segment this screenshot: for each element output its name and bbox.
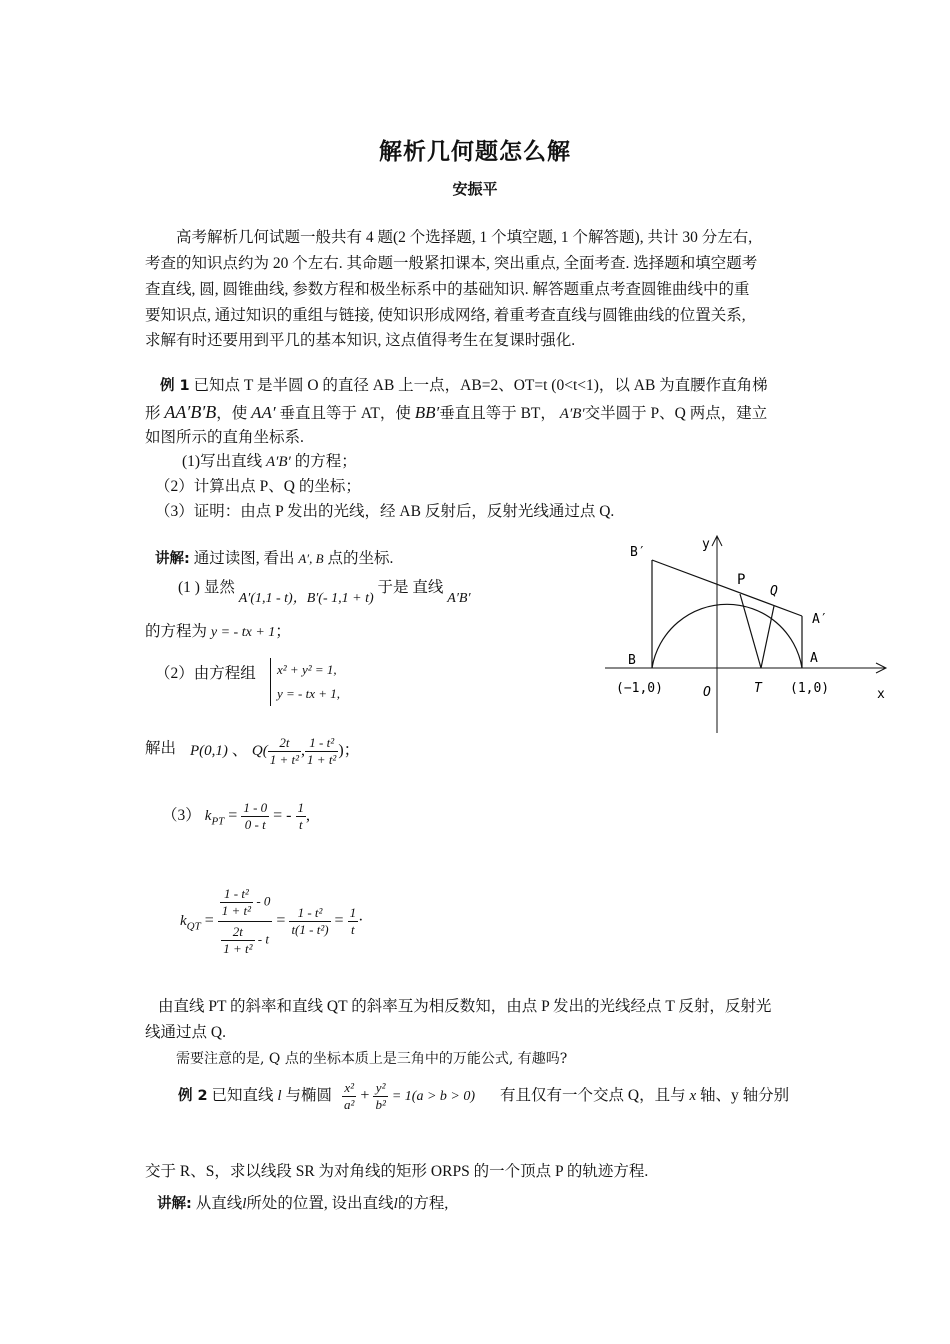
intro-line-2: 考查的知识点约为 20 个左右. 其命题一般紧扣课本, 突出重点, 全面考查. 选择题和填空题考 bbox=[145, 255, 758, 272]
label-Q: Q bbox=[770, 584, 778, 599]
intro-line-5: 求解有时还要用到平几的基本知识, 这点值得考生在复课时强化. bbox=[145, 332, 576, 349]
example-1-label: 例 1 bbox=[160, 378, 190, 394]
label-A-prime: A′ bbox=[812, 612, 828, 627]
label-B-prime: B′ bbox=[630, 545, 646, 560]
example-1-line-2: 形 AA′B′B，使 AA′ 垂直且等于 AT，使 BB′垂直且等于 BT， A′B′交半圆于 P、Q 两点，建立 bbox=[145, 402, 768, 422]
example-1-line-3: 如图所示的直角坐标系. bbox=[145, 429, 304, 446]
label-A: A bbox=[810, 651, 818, 666]
author: 安振平 bbox=[452, 180, 498, 198]
solution-1-points: P(0,1) 、 Q( $\frac{2t}{\text{1 + t²}}$ , $\frac{\text{1 - t²}}{\text{1 + t²}}$ )； bbox=[190, 735, 360, 767]
label-O: O bbox=[703, 685, 711, 700]
example-1-question-1: (1)写出直线 A′B′ 的方程； bbox=[182, 453, 357, 470]
example-1-question-2: （2）计算出点 P、Q 的坐标； bbox=[155, 478, 361, 495]
segment-PT bbox=[740, 594, 761, 668]
label-B: B bbox=[628, 653, 636, 668]
label-B-coord: (−1,0) bbox=[616, 681, 663, 696]
slope-pt: （3） $k_{PT}$ = $\frac{1 - 0}{0 - t}$ = - $\frac{1}{t}$ , bbox=[162, 800, 311, 832]
label-x: x bbox=[877, 687, 885, 702]
example-2-line-1: 例 2 已知直线 l 与椭圆 bbox=[178, 1087, 332, 1104]
solution-1-note: 需要注意的是, Q 点的坐标本质上是三角中的万能公式, 有趣吗? bbox=[176, 1051, 568, 1067]
solution-1-intro: 讲解: 通过读图, 看出 A′, B 点的坐标. bbox=[155, 550, 394, 567]
example-2-line-2: 交于 R、S，求以线段 SR 为对角线的矩形 ORPS 的一个顶点 P 的轨迹方程. bbox=[145, 1163, 649, 1180]
example-1-line-1: 例 1 已知点 T 是半圆 O 的直径 AB 上一点，AB=2、OT=t (0<t<1)，以 AB 为直腰作直角梯 bbox=[160, 377, 768, 394]
ellipse-equation: $\frac{\text{x²}}{\text{a²}}$ + $\frac{\text{y²}}{\text{b²}}$ = 1(a > b > 0) bbox=[344, 1080, 476, 1112]
intro-line-4: 要知识点, 通过知识的重组与链接, 使知识形成网络, 着重考查直线与圆锥曲线的位置关系, bbox=[145, 307, 746, 324]
example-2-label: 例 2 bbox=[178, 1088, 208, 1104]
label-y: y bbox=[702, 537, 710, 552]
geometry-figure bbox=[600, 528, 900, 738]
label-A-coord: (1,0) bbox=[790, 681, 830, 696]
solution-1-part-1: (1 ) 显然 A′(1,1 - t)，B′(- 1,1 + t) 于是 直线 A′B′ bbox=[178, 579, 471, 606]
example-1-question-3: （3）证明：由点 P 发出的光线，经 AB 反射后，反射光线通过点 Q. bbox=[155, 503, 615, 520]
solution-1-label: 讲解: bbox=[155, 551, 190, 567]
solution-2-intro: 讲解: 从直线l所处的位置, 设出直线l的方程, bbox=[157, 1195, 449, 1212]
label-T: T bbox=[754, 681, 762, 696]
example-2-line-1-tail: 有且仅有一个交点 Q，且与 x 轴、y 轴分别 bbox=[500, 1087, 790, 1104]
intro-line-3: 查直线, 圆, 圆锥曲线, 参数方程和极坐标系中的基础知识. 解答题重点考查圆锥曲线中的重 bbox=[145, 281, 750, 298]
solution-2-label: 讲解: bbox=[157, 1196, 192, 1212]
equation-system: x² + y² = 1, y = - tx + 1, bbox=[270, 658, 340, 706]
segment-A-prime-B-prime bbox=[652, 560, 802, 616]
solution-1-conclusion-1: 由直线 PT 的斜率和直线 QT 的斜率互为相反数知，由点 P 发出的光线经点 T 反射，反射光 bbox=[158, 998, 772, 1015]
label-P: P bbox=[737, 572, 746, 588]
solution-1-line-equation: 的方程为 y = - tx + 1； bbox=[145, 623, 291, 640]
slope-qt: $k_{QT}$ = $\frac{\text{1 - t²}}{\text{1 + t²}}$ - 0 $\frac{2t}{\text{1 + t²}}$ - t = $\frac{\text{1 - t²}}{\text{t(1 - t²)}}$ = $\frac{1}{t}$ · bbox=[180, 886, 364, 956]
solution-1-solve-label: 解出 bbox=[145, 740, 177, 757]
solution-1-conclusion-2: 线通过点 Q. bbox=[145, 1024, 226, 1041]
intro-line-1: 高考解析几何试题一般共有 4 题(2 个选择题, 1 个填空题, 1 个解答题), 共计 30 分左右, bbox=[176, 229, 753, 246]
semicircle bbox=[652, 604, 802, 668]
page-title: 解析几何题怎么解 bbox=[379, 139, 571, 165]
solution-1-part-2: （2）由方程组 bbox=[155, 665, 256, 682]
